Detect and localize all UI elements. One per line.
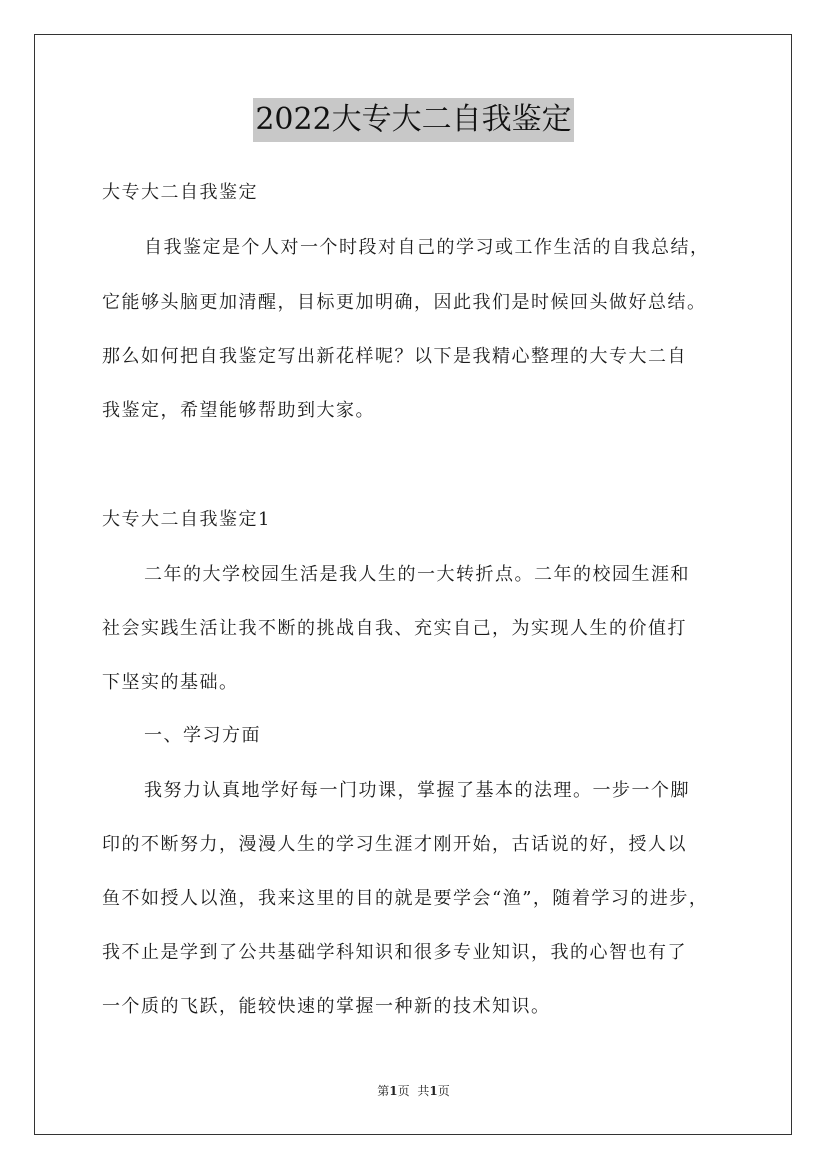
paragraph-line: 一个质的飞跃，能较快速的掌握一种新的技术知识。 <box>102 996 551 1017</box>
paragraph-line: 我努力认真地学好每一门功课，掌握了基本的法理。一步一个脚 <box>144 780 690 801</box>
page-unit: 页 <box>397 1084 410 1098</box>
paragraph-line: 鱼不如授人以渔，我来这里的目的就是要学会“渔”，随着学习的进步， <box>102 888 709 909</box>
paragraph-line: 我鉴定，希望能够帮助到大家。 <box>102 400 375 421</box>
paragraph-line: 印的不断努力，漫漫人生的学习生涯才刚开始，古话说的好，授人以 <box>102 834 687 855</box>
paragraph-line: 自我鉴定是个人对一个时段对自己的学习或工作生活的自我总结， <box>144 237 710 258</box>
paragraph-line: 我不止是学到了公共基础学科知识和很多专业知识，我的心智也有了 <box>102 942 687 963</box>
section-heading: 大专大二自我鉴定 <box>102 182 258 203</box>
document-title: 2022大专大二自我鉴定 <box>253 98 573 142</box>
subsection-heading: 一、学习方面 <box>144 725 261 746</box>
total-page-number: 1 <box>429 1084 438 1098</box>
paragraph-line: 它能够头脑更加清醒，目标更加明确，因此我们是时候回头做好总结。 <box>102 292 707 313</box>
paragraph-line: 下坚实的基础。 <box>102 672 239 693</box>
title-container <box>0 98 827 142</box>
paragraph-line: 二年的大学校园生活是我人生的一大转折点。二年的校园生涯和 <box>144 564 690 585</box>
section-heading: 大专大二自我鉴定1 <box>102 509 271 530</box>
total-prefix: 共 <box>417 1084 430 1098</box>
current-page-number: 1 <box>389 1084 398 1098</box>
paragraph-line: 那么如何把自我鉴定写出新花样呢？以下是我精心整理的大专大二自 <box>102 346 687 367</box>
paragraph-line: 社会实践生活让我不断的挑战自我、充实自己，为实现人生的价值打 <box>102 618 687 639</box>
page-prefix: 第 <box>377 1084 390 1098</box>
page-footer <box>0 1083 827 1099</box>
total-unit: 页 <box>437 1084 450 1098</box>
